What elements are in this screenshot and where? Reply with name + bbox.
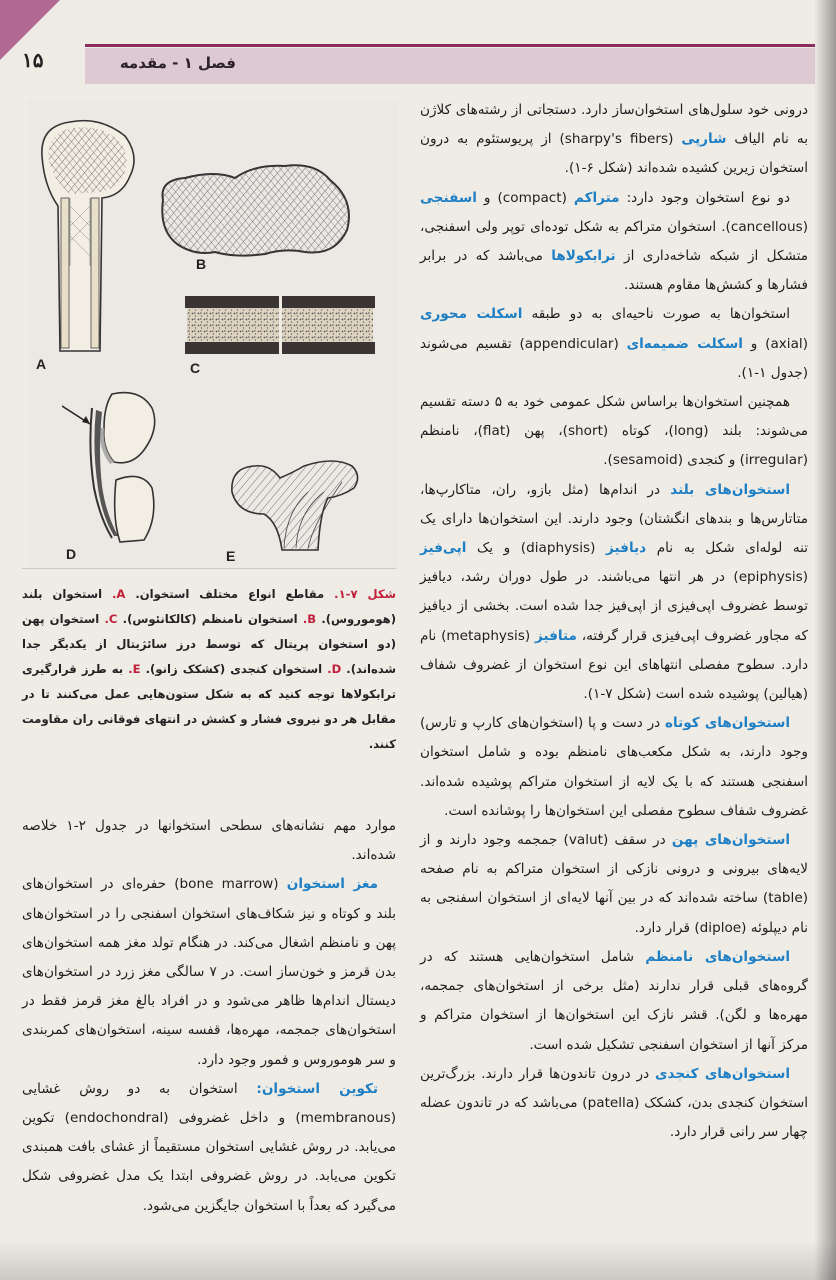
term-sesamoid-bones: استخوان‌های کنجدی [655, 1065, 790, 1082]
paragraph [420, 184, 808, 301]
paragraph [420, 943, 808, 1060]
page-bottom-shadow [0, 1240, 836, 1280]
paragraph [420, 300, 808, 388]
term-bone-marrow: مغز استخوان [286, 876, 378, 893]
term-compact: متراکم [573, 189, 620, 206]
figure-label-d: D [66, 546, 77, 562]
caption-label: شکل ۷-۱. [334, 587, 396, 601]
chapter-title: فصل ۱ - مقدمه [119, 54, 236, 72]
term-appendicular: اسکلت ضمیمه‌ای [626, 335, 743, 352]
text: در اندام‌ها (مثل بازو، ران، متاکارپ‌ها، متاتارس‌ها و بندهای انگشتان) وجود دارند. این استخوان‌ها دارای یک تنه لوله‌ای شکل به نام [420, 481, 809, 557]
term-irregular-bones: استخوان‌های نامنظم [645, 948, 790, 965]
caption-letter-a: A. [112, 587, 126, 601]
page-edge-shadow [814, 0, 836, 1280]
text: (bone marrow) حفره‌ای در استخوان‌های بلند و کوتاه و نیز شکاف‌های استخوان اسفنجی را در استخوان‌های پهن و نامنظم اشغال می‌کند. در هنگام تولد مغز همه استخوان‌های بدن قرمز و خون‌ساز است. در ۷ سالگی مغز زرد در استخوان‌های دیستال اندام‌ها ظاهر می‌شود و در افراد بالغ مغز قرمز فقط در استخوان‌های جمجمه، مهره‌ها، قفسه سینه، استخوان‌های کمربندی و سر هوموروس و فمور وجود دارد. [22, 876, 396, 1068]
term-cancellous: اسفنجی [420, 189, 477, 206]
left-column [22, 812, 396, 1221]
figure-b-calcaneus [155, 160, 360, 260]
page-number: ۱۵ [22, 48, 44, 72]
caption-letter-e: E. [128, 662, 141, 676]
figure-caption [22, 582, 396, 757]
term-ossification: تکوین استخوان: [256, 1080, 378, 1097]
text: درونی خود سلول‌های استخوان‌ساز دارد. دستجاتی از رشته‌های کلاژن به نام الیاف [420, 102, 808, 148]
text: استخوان به دو روش غشایی (membranous) و داخل غضروفی (endochondral) تکوین می‌یابد. در روش غشایی استخوان مستقیماً از غشای بافت همبندی تکوین می‌یابد. در روش غضروفی ابتدا یک مدل غضروفی شکل می‌گیرد که بعداً با استخوان جایگزین می‌شود. [22, 1080, 396, 1214]
term-trabeculae: ترابکولاها [551, 248, 616, 265]
text: (compact) و [476, 189, 574, 206]
figure-d-patella [62, 388, 162, 546]
text: در سقف (valut) جمجمه وجود دارند و از لایه‌های بیرونی و درونی نازکی از استخوان متراکم به نام صفحه (table) ساخته شده‌اند که در بین آنها لایه‌ای از استخوان اسفنجی به نام دیپلوئه (diploe) قرار دارد. [420, 832, 808, 936]
term-short-bones: استخوان‌های کوتاه [665, 715, 790, 732]
term-epiphysis: اپی‌فیز [420, 540, 467, 557]
text: (diaphysis) و یک [466, 540, 607, 557]
figure-label-a: A [36, 356, 47, 372]
text: (cancellous). استخوان متراکم به شکل توده‌ای توپر ولی اسفنجی، متشکل از شبکه شاخه‌داری از [420, 218, 808, 265]
caption-text-d: استخوان کنجدی (کشکک زانو). [140, 662, 328, 676]
right-column [420, 96, 808, 1147]
term-long-bones: استخوان‌های بلند [670, 481, 791, 498]
caption-text-e: به طرز قرارگیری ترابکولاها توجه کنید که به شکل ستون‌هایی عمل می‌کنند تا در مقابل هر دو نیروی فشار و کشش در انتهای فوقانی ران مقاومت کنند. [22, 662, 396, 751]
paragraph: موارد مهم نشانه‌های سطحی استخوانها در جدول ۲-۱ خلاصه شده‌اند. [22, 818, 396, 864]
term-sharpey: شارپی [681, 131, 727, 148]
paragraph: همچنین استخوان‌ها براساس شکل عمومی خود به ۵ دسته تقسیم می‌شوند: بلند (long)، کوتاه (short)، پهن (flat)، نامنظم (irregular) و کنجدی (sesamoid). [420, 394, 808, 469]
caption-letter-d: D. [327, 662, 342, 676]
text: (sharpy's fibers) از پریوستئوم به درون استخوان زیرین کشیده شده‌اند (شکل ۶-۱). [420, 131, 808, 177]
text: می‌باشد که در برابر فشارها و کشش‌ها مقاوم هستند. [420, 248, 808, 294]
paragraph [420, 1060, 808, 1148]
figure-c-parietal [185, 294, 377, 356]
paragraph [22, 1075, 396, 1221]
term-diaphysis: دیافیز [606, 540, 647, 557]
figure-label-c: C [190, 360, 201, 376]
term-metaphysis: متافیز [535, 627, 577, 644]
text: دو نوع استخوان وجود دارد: [619, 189, 790, 206]
paragraph [420, 826, 808, 943]
text: (epiphysis) در هر انتها می‌باشند. در طول دوران رشد، دیافیز توسط غضروف اپی‌فیزی از اپی‌فیز جدا شده است. بخشی از دیافیز که مجاور غضروف اپی‌فیزی قرار گرفته، [420, 569, 808, 644]
figure-label-e: E [226, 548, 236, 564]
term-axial: اسکلت محوری [420, 306, 523, 323]
term-flat-bones: استخوان‌های پهن [671, 832, 790, 849]
caption-letter-c: C. [104, 612, 118, 626]
figure-e-femur [224, 452, 364, 552]
text: در دست و پا (استخوان‌های کارپ و تارس) وجود دارند، به شکل مکعب‌های نامنظم بوده و شامل استخوان اسفنجی هستند که با یک لایه از استخوان متراکم پوشیده شده‌اند. غضروف شفاف سطوح مفصلی این استخوان‌ها را پوشانده است. [420, 715, 808, 819]
paragraph [22, 870, 396, 1074]
figure-a-humerus [30, 116, 140, 356]
text: شامل استخوان‌هایی هستند که در گروه‌های قبلی قرار ندارند (مثل برخی از استخوان‌های جمجمه، مهره‌ها و لگن). قشر نازک این استخوان‌ها از استخوان متراکم و مرکز آنها از استخوان اسفنجی تشکیل شده است. [420, 948, 808, 1053]
text: استخوان‌ها به صورت ناحیه‌ای به دو طبقه [522, 306, 790, 323]
paragraph [420, 476, 808, 710]
text: در درون تاندون‌ها قرار دارند. بزرگ‌ترین استخوان کنجدی بدن، کشکک (patella) می‌باشد که در تاندون عضله چهار سر رانی قرار دارد. [420, 1065, 808, 1141]
caption-text: مقاطع انواع مختلف استخوان. [125, 587, 335, 601]
caption-text-c: استخوان پهن (دو استخوان پریتال که توسط درز سائژیتال از یکدیگر جدا شده‌اند). [22, 612, 396, 676]
paragraph [420, 96, 808, 184]
caption-letter-b: B. [302, 612, 317, 626]
text: (metaphysis) نام دارد. سطوح مفصلی انتهاهای این نوع استخوان از غضروف شفاف (هیالین) پوشیده شده است (شکل ۷-۱). [420, 627, 808, 703]
caption-text-b: استخوان نامنظم (کالکانئوس). [117, 612, 303, 626]
header-rule [85, 44, 815, 47]
figure-divider [22, 568, 396, 569]
paragraph [420, 709, 808, 826]
text: (axial) و [742, 335, 809, 352]
text: (appendicular) تقسیم می‌شوند (جدول ۱-۱). [420, 335, 808, 381]
figure-label-b: B [196, 256, 207, 272]
caption-text-a: استخوان بلند (هوموروس). [22, 587, 396, 626]
